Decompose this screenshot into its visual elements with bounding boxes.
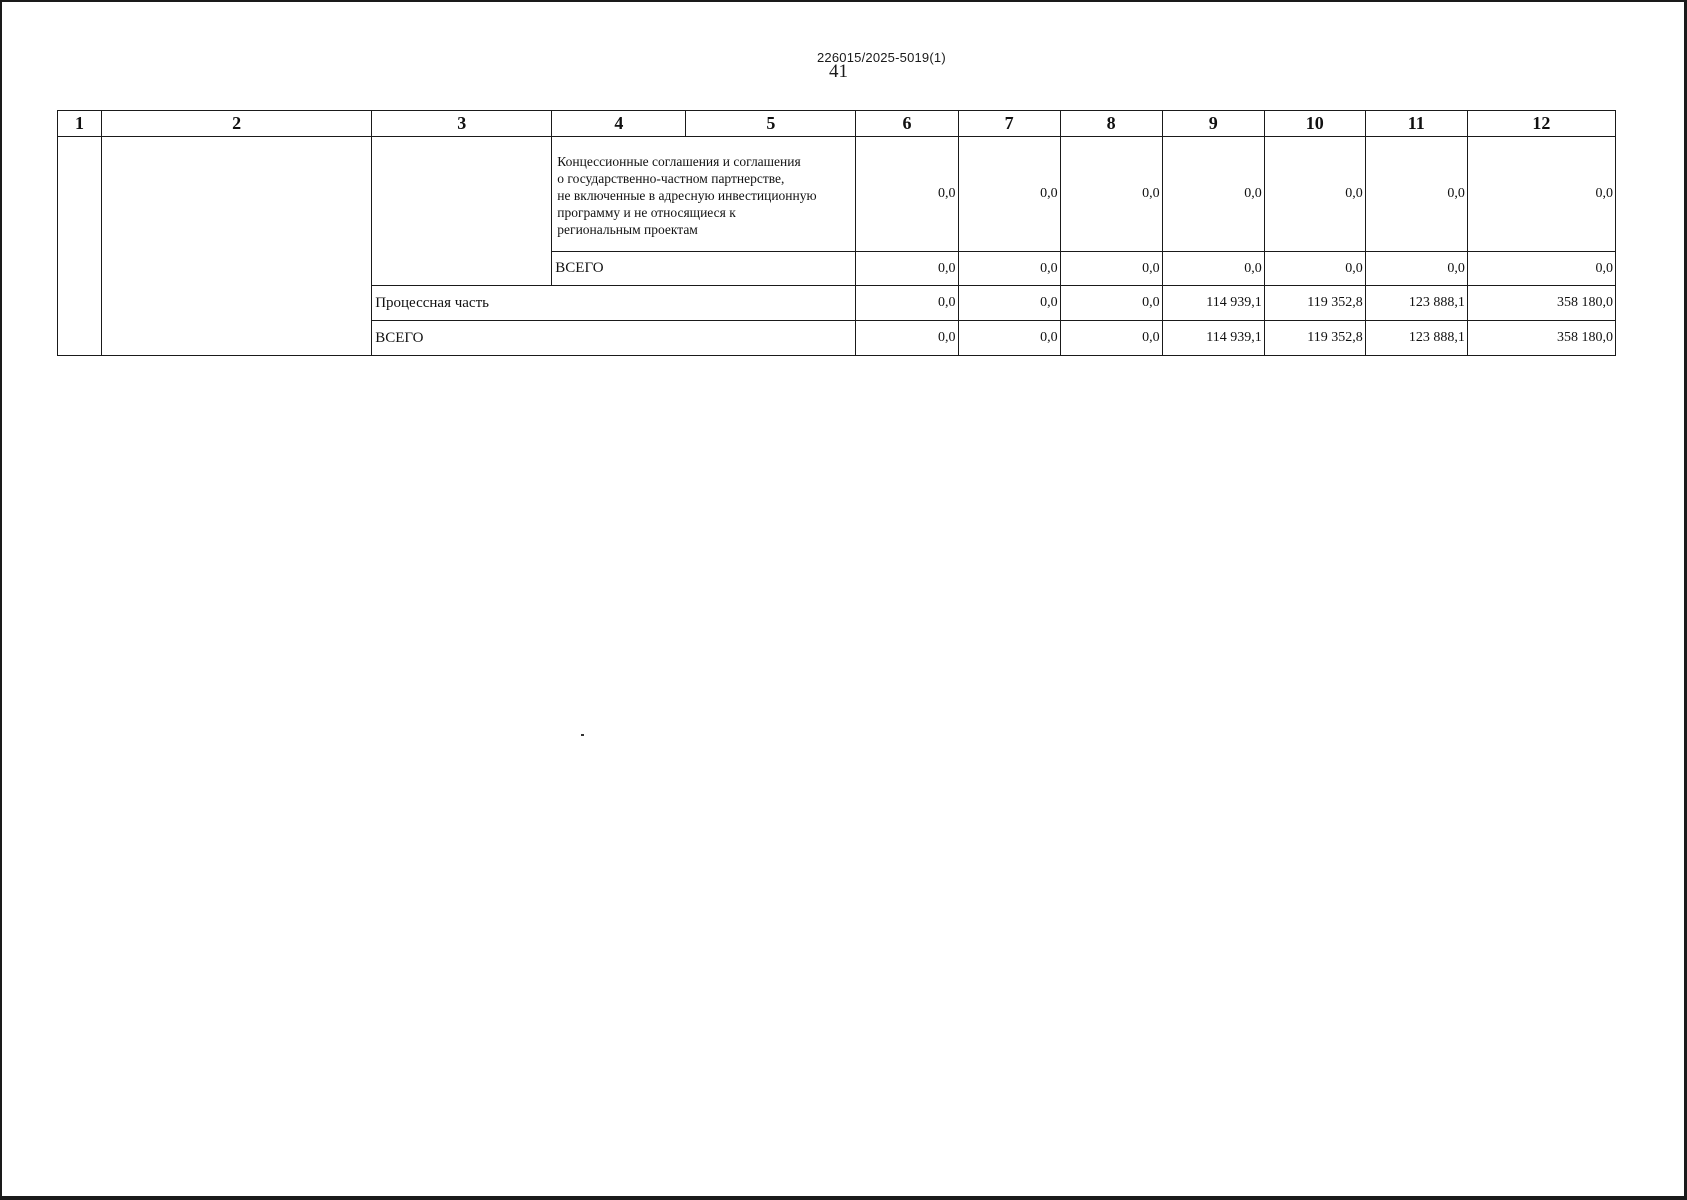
column-header: 9 [1162,111,1264,137]
row-label-total: ВСЕГО [552,252,856,286]
document-id: 226015/2025-5019(1) [817,50,946,65]
value-cell: 119 352,8 [1264,286,1365,321]
page-number: 41 [829,61,848,82]
value-cell: 358 180,0 [1467,321,1615,356]
empty-cell-col2 [102,137,372,356]
value-cell: 0,0 [958,321,1060,356]
value-cell: 0,0 [856,321,958,356]
value-cell: 0,0 [1162,252,1264,286]
column-header: 12 [1467,111,1615,137]
value-cell: 0,0 [1467,252,1615,286]
value-cell: 0,0 [958,252,1060,286]
row-label-concession: Концессионные соглашения и соглашения о государственно-частном партнерстве, не включенные в адресную инвестиционную программу и не относящиеся к региональным проектам [552,137,856,252]
budget-table [57,110,1616,356]
column-header: 6 [856,111,958,137]
column-header: 4 [552,111,686,137]
value-cell: 114 939,1 [1162,321,1264,356]
column-header: 2 [102,111,372,137]
value-cell: 0,0 [1060,252,1162,286]
value-cell: 123 888,1 [1365,286,1467,321]
empty-cell-col1 [58,137,102,356]
value-cell: 0,0 [1060,286,1162,321]
value-cell: 119 352,8 [1264,321,1365,356]
row-label-grand-total: ВСЕГО [372,321,856,356]
value-cell: 0,0 [958,286,1060,321]
value-cell: 0,0 [1264,137,1365,252]
scan-speck [581,734,584,736]
value-cell: 0,0 [1467,137,1615,252]
value-cell: 0,0 [1060,137,1162,252]
table-row [58,137,1616,252]
empty-cell-col3 [372,137,552,286]
value-cell: 114 939,1 [1162,286,1264,321]
value-cell: 0,0 [958,137,1060,252]
value-cell: 0,0 [1060,321,1162,356]
column-header: 1 [58,111,102,137]
column-header: 8 [1060,111,1162,137]
column-header: 11 [1365,111,1467,137]
value-cell: 0,0 [1365,137,1467,252]
column-header: 5 [686,111,856,137]
value-cell: 0,0 [856,286,958,321]
value-cell: 0,0 [1162,137,1264,252]
column-header: 10 [1264,111,1365,137]
value-cell: 123 888,1 [1365,321,1467,356]
value-cell: 0,0 [856,137,958,252]
value-cell: 0,0 [1365,252,1467,286]
value-cell: 0,0 [856,252,958,286]
value-cell: 358 180,0 [1467,286,1615,321]
value-cell: 0,0 [1264,252,1365,286]
column-header: 3 [372,111,552,137]
column-header: 7 [958,111,1060,137]
row-label-process-part: Процессная часть [372,286,856,321]
column-number-row [58,111,1616,137]
